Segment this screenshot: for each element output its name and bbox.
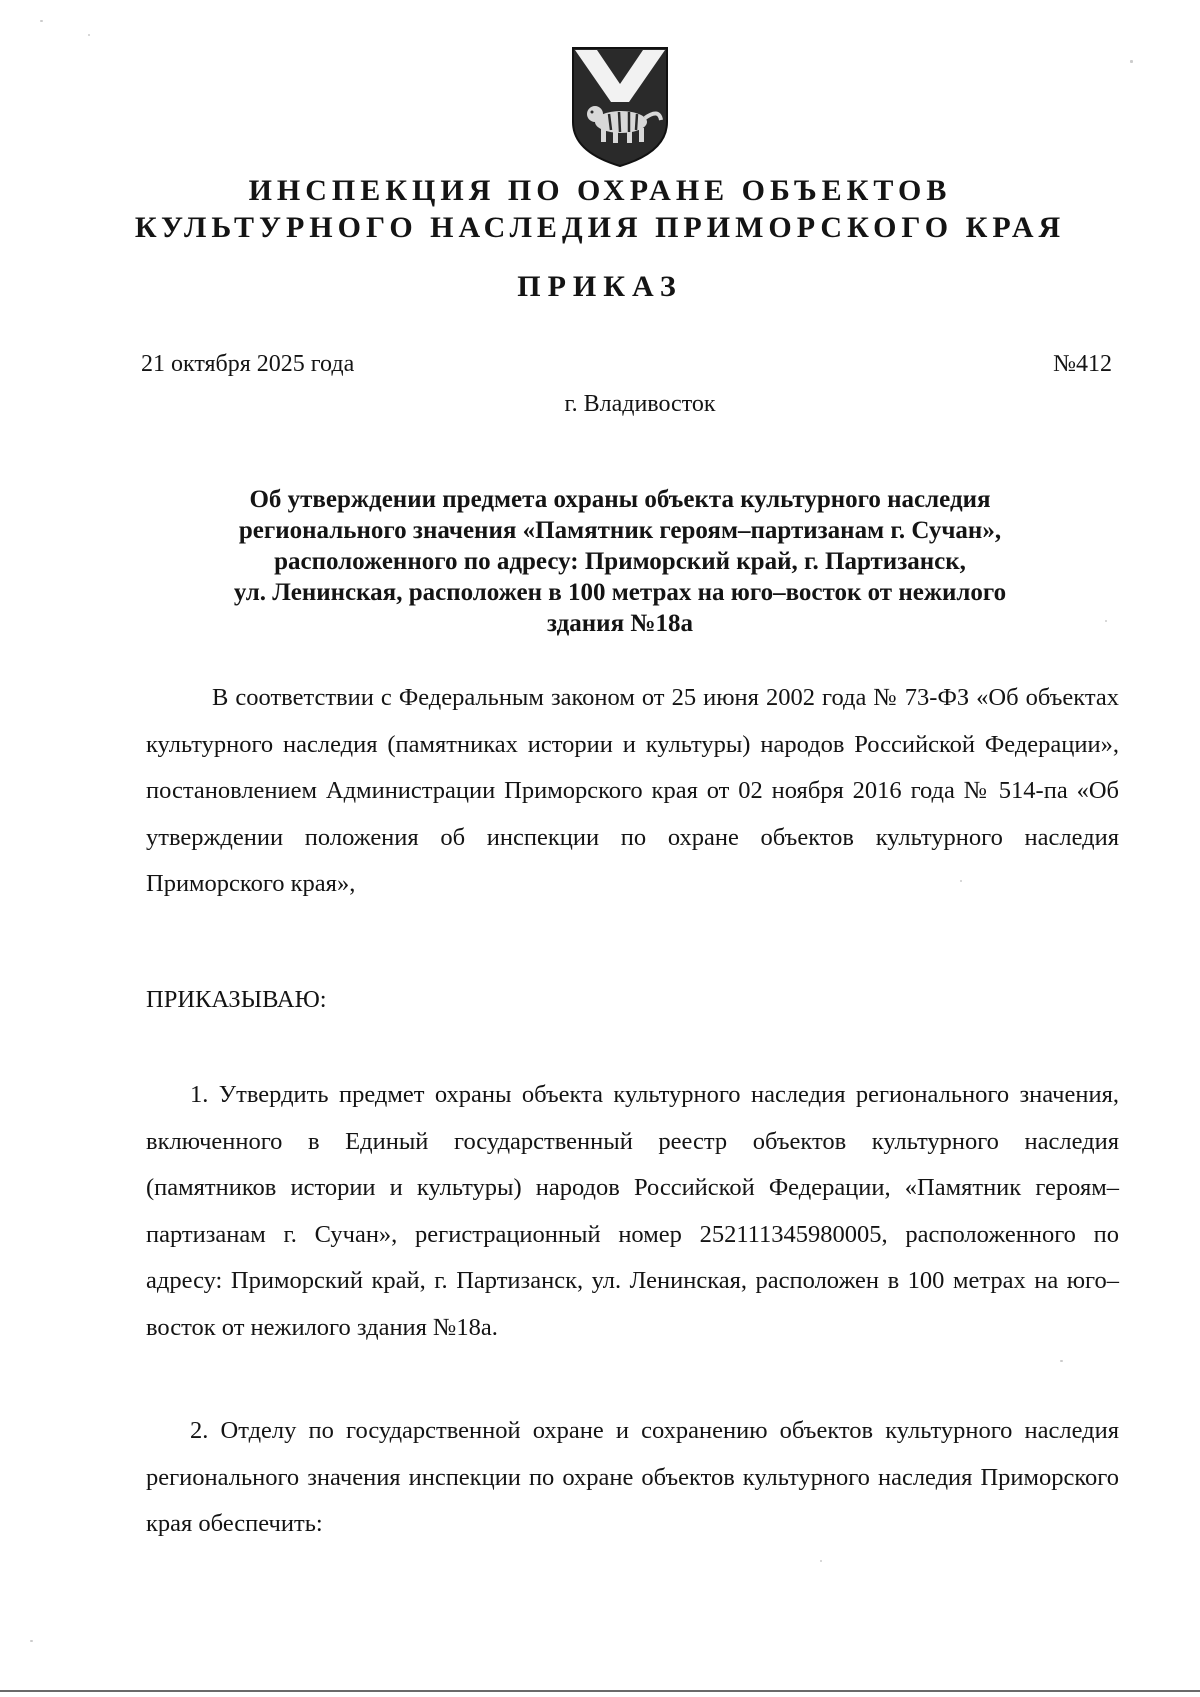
document-city: г. Владивосток xyxy=(564,391,716,417)
scan-speck xyxy=(1130,60,1133,63)
subject-line-3: расположенного по адресу: Приморский край, г. Партизанск, xyxy=(274,548,966,575)
subject-line-4: ул. Ленинская, расположен в 100 метрах на юго–восток от нежилого xyxy=(233,579,1007,606)
order-item-2: 2. Отделу по государственной охране и сохранению объектов культурного наследия регионального значения инспекции по охране объектов культурного наследия Приморского края обеспечить: xyxy=(146,1417,1119,1537)
scan-speck xyxy=(820,1560,822,1562)
subject-line-1: Об утверждении предмета охраны объекта культурного наследия xyxy=(249,486,991,513)
organization-title xyxy=(0,172,1200,246)
document-type-title: ПРИКАЗ xyxy=(517,270,683,303)
subject-line-5: здания №18а xyxy=(547,610,693,637)
scan-speck xyxy=(40,20,43,22)
page-bottom-edge xyxy=(0,1690,1200,1692)
scan-speck xyxy=(88,34,90,36)
preamble-paragraph: В соответствии с Федеральным законом от 25 июня 2002 года № 73-ФЗ «Об объектах культурного наследия (памятниках истории и культуры) народов Российской Федерации», постановлением Администрации Приморского края от 02 ноября 2016 года № 514-па «Об утверждении положения об инспекции по охране объектов культурного наследия Приморского края», xyxy=(146,684,1119,897)
scan-speck xyxy=(1060,1360,1063,1362)
document-subject xyxy=(150,484,1090,639)
document-number: №412 xyxy=(1053,351,1112,377)
subject-line-2: регионального значения «Памятник героям–партизанам г. Сучан», xyxy=(238,517,1002,544)
organization-title-line-1: ИНСПЕКЦИЯ ПО ОХРАНЕ ОБЪЕКТОВ xyxy=(248,174,952,207)
organization-title-line-2: КУЛЬТУРНОГО НАСЛЕДИЯ ПРИМОРСКОГО КРАЯ xyxy=(134,211,1066,244)
order-item-1: 1. Утвердить предмет охраны объекта культурного наследия регионального значения, включенного в Единый государственный реестр объектов культурного наследия (памятников истории и культуры) народов Российской Федерации, «Памятник героям–партизанам г. Сучан», регистрационный номер 252111345980005, расположенного по адресу: Приморский край, г. Партизанск, ул. Ленинская, расположен в 100 метрах на юго–восток от нежилого здания №18а. xyxy=(146,1081,1119,1341)
order-directive-word: ПРИКАЗЫВАЮ: xyxy=(146,986,327,1013)
scan-speck xyxy=(1105,620,1107,622)
primorsky-krai-coat-of-arms-icon xyxy=(565,44,675,169)
scan-speck xyxy=(30,1640,33,1642)
document-date: 21 октября 2025 года xyxy=(141,351,355,377)
